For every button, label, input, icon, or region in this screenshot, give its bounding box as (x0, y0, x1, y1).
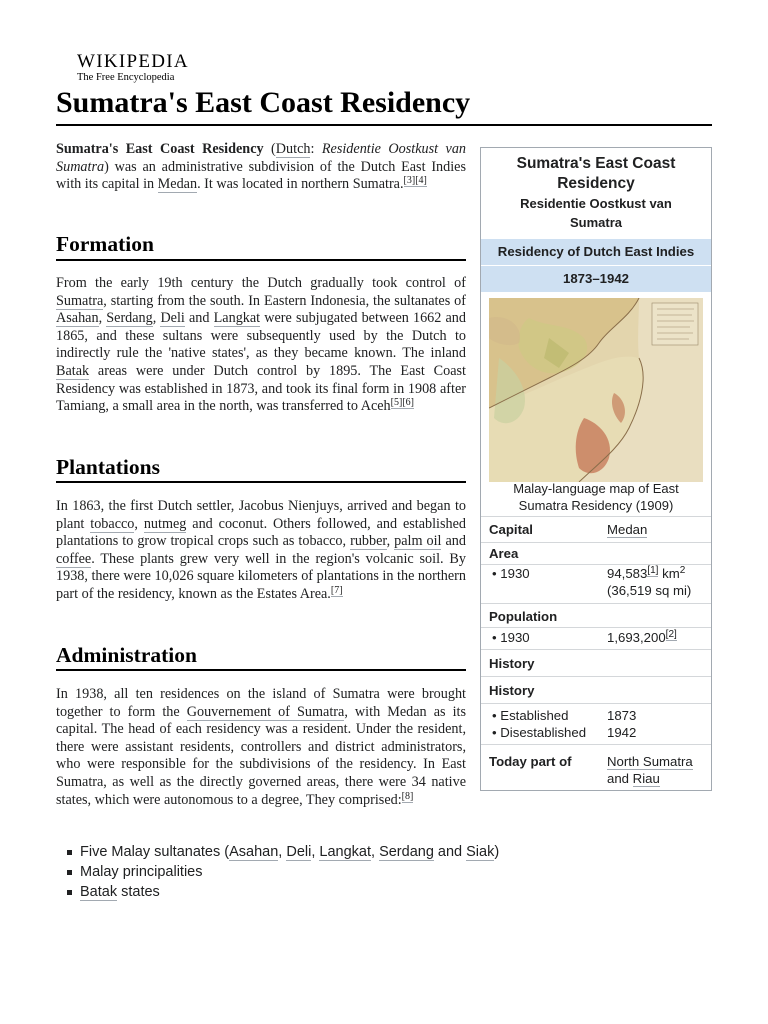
link-deli[interactable]: Deli (286, 844, 312, 860)
infobox-divider (481, 516, 711, 517)
para-text: . These plants grew very well in the region's volcanic soil. By 1938, there were 10,026 square kilometers of plantations in the northern part of the residency, known as the Estates Area. (56, 550, 466, 602)
map-caption (481, 481, 711, 514)
heading-plantations: Plantations (56, 455, 160, 479)
link-langkat[interactable]: Langkat (213, 310, 261, 327)
heading-divider (56, 481, 466, 483)
infobox-title-line: Residency (557, 175, 635, 192)
heading-divider (56, 259, 466, 261)
logo-wordmark: WIKIPEDIA (77, 51, 189, 72)
infobox-divider (481, 603, 711, 604)
intro-text: ) was an administrative subdivision of the Dutch East Indies with its capital in (56, 158, 466, 193)
link-batak[interactable]: Batak (80, 884, 118, 900)
today-and: and (607, 771, 633, 786)
intro-text: ( (263, 141, 276, 157)
para-text: were subjugated between 1662 and 1865, and these sultans were subsequently used by the Dutch to indirectly rule the 'native states', as they became known. The inland (56, 310, 466, 362)
history-label: History (489, 656, 535, 671)
infobox-divider (481, 703, 711, 704)
intro-text: : (310, 141, 322, 157)
list-text: Five Malay sultanates ( (80, 844, 230, 860)
infobox-divider (481, 649, 711, 650)
para-text: and (441, 533, 466, 550)
list-item: Malay principalities (56, 862, 499, 882)
link-deli[interactable]: Deli (160, 310, 185, 327)
heading-formation: Formation (56, 232, 154, 256)
today-value (607, 753, 693, 787)
para-text: , (134, 515, 144, 532)
para-text: , (386, 533, 395, 550)
infobox-years-band: 1873–1942 (481, 266, 711, 292)
infobox-divider (481, 744, 711, 745)
area-value (607, 565, 691, 599)
area-unit-exponent: 2 (679, 565, 686, 576)
link-palm-oil[interactable]: palm oil (394, 533, 442, 550)
para-text: areas were under Dutch control by 1895. The East Coast Residency was established in 1873, and took its final form in 1908 after Tamiang, a small area in the north, was transferred to Aceh (56, 362, 466, 415)
infobox-native-name (481, 194, 711, 232)
heading-divider (56, 669, 466, 671)
capital-label: Capital (489, 522, 533, 537)
link-north-sumatra[interactable]: North Sumatra (607, 754, 693, 769)
plantations-paragraph (56, 498, 466, 604)
infobox (480, 147, 712, 791)
link-rubber[interactable]: rubber (350, 533, 387, 550)
list-item (56, 842, 499, 862)
list-text: , (278, 844, 287, 860)
caption-line: Sumatra Residency (1909) (518, 497, 674, 513)
ref-2[interactable]: [2] (665, 629, 677, 640)
ref-8[interactable]: [8] (401, 790, 414, 802)
infobox-native-line: Residentie Oostkust van (520, 196, 672, 211)
area-number: 94,583 (607, 566, 648, 581)
area-label: Area (489, 546, 519, 561)
link-asahan[interactable]: Asahan (56, 310, 99, 327)
administration-paragraph (56, 686, 466, 809)
ref-6[interactable]: [6] (402, 397, 414, 409)
infobox-title-line: Sumatra's East Coast (516, 155, 676, 172)
native-states-list (56, 842, 499, 902)
area-miles: (36,519 sq mi) (607, 583, 692, 598)
population-value (607, 629, 677, 646)
para-text: , (98, 310, 107, 327)
population-label: Population (489, 609, 558, 624)
caption-line: Malay-language map of East (513, 481, 679, 496)
area-year: • 1930 (492, 566, 530, 581)
link-batak[interactable]: Batak (56, 362, 90, 379)
list-text: , (371, 844, 380, 860)
para-text: and coconut. Others followed, and established plantations to grow tropical crops such as tobacco, (56, 515, 466, 550)
link-nutmeg[interactable]: nutmeg (143, 515, 187, 532)
intro-native-name: Residentie Oostkust van Sumatra (56, 141, 467, 175)
link-dutch[interactable]: Dutch (275, 141, 311, 157)
ref-4[interactable]: [4] (415, 175, 427, 187)
link-medan[interactable]: Medan (157, 176, 198, 193)
para-text: , with Medan as its capital. The head of each residency was a resident. Under the resident, there were assistant residents, controllers and district administrators, who were responsible for the subdivisions of the residency. In East Sumatra, as well as the directly governed areas, there were 34 native states, which were autonomous to a degree, They comprised: (56, 703, 467, 808)
infobox-status-band (481, 239, 711, 265)
formation-paragraph (56, 275, 466, 416)
link-sumatra[interactable]: Sumatra (56, 292, 104, 309)
intro-text: . It was located in northern Sumatra. (197, 176, 404, 193)
today-label: Today part of (489, 754, 572, 769)
established-value: 1873 (607, 708, 637, 723)
para-text: In 1863, the first Dutch settler, Jacobus Nienjuys, arrived and began to plant (56, 498, 466, 532)
history-label: History (489, 683, 535, 698)
para-text: From the early 19th century the Dutch gradually took control of (56, 275, 466, 291)
link-siak[interactable]: Siak (466, 844, 495, 860)
link-coffee[interactable]: coffee (56, 550, 92, 567)
link-langkat[interactable]: Langkat (319, 844, 371, 860)
link-medan[interactable]: Medan (607, 522, 648, 537)
link-serdang[interactable]: Serdang (379, 844, 434, 860)
link-riau[interactable]: Riau (632, 771, 660, 786)
link-asahan[interactable]: Asahan (229, 844, 279, 860)
list-text: and (433, 844, 467, 860)
para-text: , (152, 310, 161, 327)
population-number: 1,693,200 (607, 630, 666, 645)
heading-administration: Administration (56, 643, 197, 667)
infobox-divider (481, 627, 711, 628)
page-title: Sumatra's East Coast Residency (56, 86, 471, 119)
list-text: ) (494, 844, 500, 860)
infobox-divider (481, 676, 711, 677)
link-residency-dutch-east-indies[interactable]: Residency of Dutch East Indies (497, 244, 695, 259)
intro-bold-title: Sumatra's East Coast Residency (56, 141, 264, 157)
infobox-native-line: Sumatra (569, 215, 623, 230)
link-serdang[interactable]: Serdang (106, 310, 153, 327)
ref-3[interactable]: [3] (403, 175, 416, 187)
disestablished-label: • Disestablished (492, 725, 587, 740)
ref-5[interactable]: [5] (390, 397, 403, 409)
list-text: states (117, 884, 160, 900)
map-illustration (489, 298, 703, 482)
intro-paragraph (56, 141, 466, 194)
population-year: • 1930 (492, 630, 530, 645)
wikipedia-logo[interactable] (77, 52, 189, 84)
infobox-divider (481, 542, 711, 543)
logo-tagline: The Free Encyclopedia (77, 72, 175, 83)
disestablished-value: 1942 (607, 725, 637, 740)
infobox-title (481, 154, 711, 194)
title-divider (56, 124, 712, 126)
para-text: and (184, 310, 214, 327)
ref-1[interactable]: [1] (647, 565, 659, 576)
historical-map-image[interactable] (489, 298, 703, 482)
list-text: , (311, 844, 320, 860)
area-unit: km (658, 566, 680, 581)
link-tobacco[interactable]: tobacco (90, 515, 135, 532)
ref-7[interactable]: [7] (330, 584, 343, 596)
para-text: In 1938, all ten residences on the island of Sumatra were brought together to form the (56, 686, 466, 720)
link-gouvernement-sumatra[interactable]: Gouvernement of Sumatra (186, 703, 345, 720)
para-text: , starting from the south. In Eastern Indonesia, the sultanates of (103, 292, 466, 309)
list-item (56, 882, 499, 902)
established-label: • Established (492, 708, 569, 723)
